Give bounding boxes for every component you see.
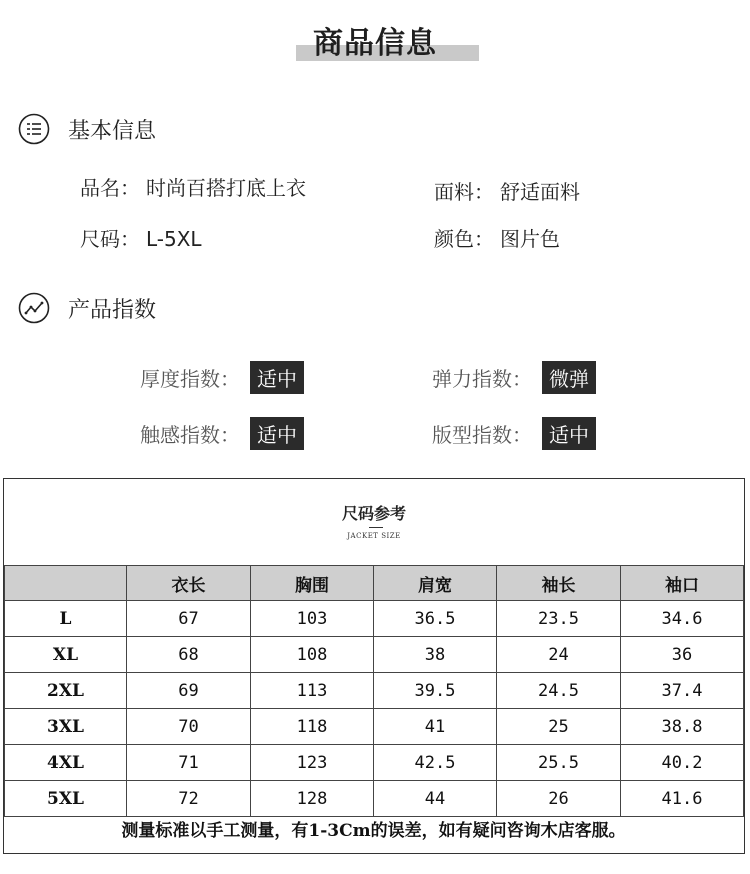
size-table-header-cell: [5, 566, 127, 601]
index-colon: ：: [220, 423, 240, 447]
page-title-wrap: [0, 18, 750, 62]
page-title: 商品信息: [313, 26, 437, 61]
table-cell: 71: [127, 745, 251, 781]
table-cell: 42.5: [374, 745, 497, 781]
table-cell: 37.4: [621, 673, 744, 709]
table-row: [5, 601, 744, 637]
field-value: L-5XL: [146, 227, 202, 251]
field-value: 舒适面料: [500, 180, 580, 204]
field-color: [434, 223, 560, 252]
table-cell: 128: [251, 781, 374, 817]
table-cell: 26: [497, 781, 621, 817]
table-cell: 70: [127, 709, 251, 745]
table-cell: 40.2: [621, 745, 744, 781]
table-cell: 67: [127, 601, 251, 637]
index-badge: 微弹: [542, 361, 596, 394]
index-badge: 适中: [250, 417, 304, 450]
table-row: [5, 745, 744, 781]
size-label-cell: 3XL: [5, 709, 127, 745]
index-badge: 适中: [542, 417, 596, 450]
section-basic-info-label: 基本信息: [68, 118, 157, 144]
section-basic-info: [18, 113, 156, 145]
table-row: [5, 673, 744, 709]
table-cell: 108: [251, 637, 374, 673]
table-cell: 24.5: [497, 673, 621, 709]
field-value: 时尚百搭打底上衣: [146, 176, 306, 200]
index-elasticity: [432, 361, 596, 394]
field-key: 面料: [434, 180, 474, 204]
size-chart-subtitle: JACKET SIZE: [347, 532, 401, 540]
table-cell: 113: [251, 673, 374, 709]
table-row: [5, 781, 744, 817]
table-cell: 41.6: [621, 781, 744, 817]
field-colon: ：: [120, 176, 140, 200]
table-row: [5, 637, 744, 673]
table-cell: 72: [127, 781, 251, 817]
size-table-header-cell: 胸围: [251, 566, 374, 601]
index-thickness: [140, 361, 304, 394]
size-chart-title: 尺码参考: [341, 504, 406, 523]
table-cell: 25: [497, 709, 621, 745]
index-key: 触感指数: [140, 423, 220, 447]
measurement-note: 测量标准以手工测量，有1-3Cm的误差，如有疑问咨询木店客服。: [121, 821, 626, 841]
table-cell: 103: [251, 601, 374, 637]
field-key: 颜色: [434, 227, 474, 251]
field-size: [80, 223, 202, 252]
size-chart-header: [4, 479, 744, 565]
table-cell: 69: [127, 673, 251, 709]
table-cell: 36.5: [374, 601, 497, 637]
size-label-cell: 5XL: [5, 781, 127, 817]
index-badge: 适中: [250, 361, 304, 394]
size-label-cell: XL: [5, 637, 127, 673]
size-chart: [3, 478, 745, 854]
table-cell: 24: [497, 637, 621, 673]
trend-chart-icon: [18, 292, 50, 324]
field-key: 品名: [80, 176, 120, 200]
table-cell: 44: [374, 781, 497, 817]
size-table-header-cell: 肩宽: [374, 566, 497, 601]
table-cell: 36: [621, 637, 744, 673]
index-colon: ：: [512, 423, 532, 447]
size-label-cell: 2XL: [5, 673, 127, 709]
field-colon: ：: [474, 180, 494, 204]
field-product-name: [80, 172, 306, 201]
table-cell: 23.5: [497, 601, 621, 637]
size-table-header-cell: 袖长: [497, 566, 621, 601]
section-product-index: [18, 292, 156, 324]
list-icon: [18, 113, 50, 145]
index-fit: [432, 417, 596, 450]
size-table-header-cell: 袖口: [621, 566, 744, 601]
table-cell: 118: [251, 709, 374, 745]
index-key: 版型指数: [432, 423, 512, 447]
table-row: [5, 709, 744, 745]
field-colon: ：: [120, 227, 140, 251]
table-cell: 38: [374, 637, 497, 673]
field-fabric: [434, 176, 580, 205]
size-label-cell: L: [5, 601, 127, 637]
index-key: 弹力指数: [432, 367, 512, 391]
table-cell: 39.5: [374, 673, 497, 709]
table-cell: 34.6: [621, 601, 744, 637]
size-label-cell: 4XL: [5, 745, 127, 781]
index-colon: ：: [512, 367, 532, 391]
section-product-index-label: 产品指数: [68, 297, 157, 323]
size-table-header-cell: 衣长: [127, 566, 251, 601]
table-cell: 68: [127, 637, 251, 673]
table-cell: 41: [374, 709, 497, 745]
index-touch: [140, 417, 304, 450]
size-chart-divider: [369, 527, 383, 528]
size-table-header-row: [5, 566, 744, 601]
index-key: 厚度指数: [140, 367, 220, 391]
size-table: [4, 565, 744, 817]
table-cell: 123: [251, 745, 374, 781]
field-colon: ：: [474, 227, 494, 251]
field-key: 尺码: [80, 227, 120, 251]
field-value: 图片色: [500, 227, 560, 251]
index-colon: ：: [220, 367, 240, 391]
table-cell: 25.5: [497, 745, 621, 781]
table-cell: 38.8: [621, 709, 744, 745]
